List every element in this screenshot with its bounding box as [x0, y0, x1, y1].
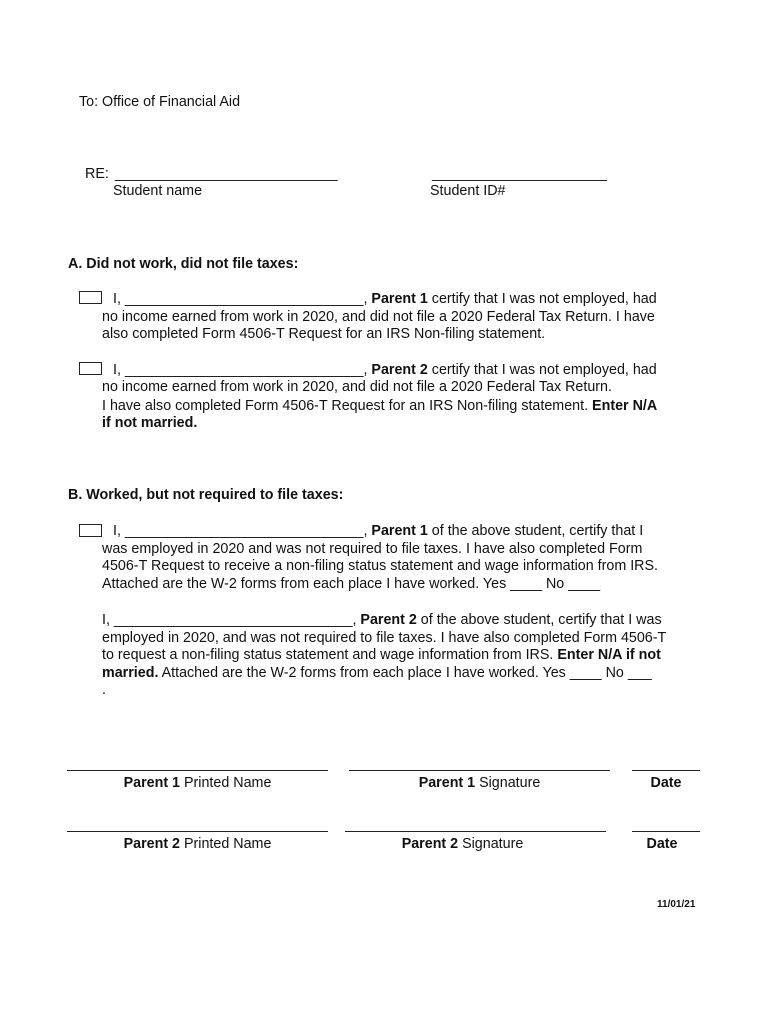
section-b-parent2-line5: . — [102, 682, 106, 698]
parent1-signature-line[interactable] — [349, 770, 610, 771]
section-a-heading: A. Did not work, did not file taxes: — [68, 256, 299, 272]
section-b-parent2-line1: I, ______________________________, Parent 2 of the above student, certify that I was — [102, 612, 662, 628]
revision-date: 11/01/21 — [657, 899, 696, 910]
parent1-signature-label: Parent 1 Signature — [418, 775, 541, 791]
section-b-parent2-line2: employed in 2020, and was not required to file taxes. I have also completed Form 4506-T — [102, 630, 667, 646]
section-a-parent2-line3: I have also completed Form 4506-T Request for an IRS Non-filing statement. Enter N/A — [102, 398, 658, 414]
section-b-parent1-line1: I, ______________________________, Parent 1 of the above student, certify that I — [113, 523, 644, 539]
section-a-parent1-line2: no income earned from work in 2020, and did not file a 2020 Federal Tax Return. I have — [102, 309, 655, 325]
student-name-field[interactable]: ____________________________ — [115, 166, 338, 182]
re-label: RE: — [85, 166, 109, 182]
parent2-date-label: Date — [646, 836, 678, 852]
section-a-parent2-line2: no income earned from work in 2020, and did not file a 2020 Federal Tax Return. — [102, 379, 612, 395]
recipient-line: To: Office of Financial Aid — [79, 94, 241, 110]
section-a-parent1-line3: also completed Form 4506-T Request for an IRS Non-filing statement. — [102, 326, 546, 342]
section-b-parent1-line4: Attached are the W-2 forms from each place I have worked. Yes ____ No ____ — [102, 576, 601, 592]
section-b-parent2-line3: to request a non-filing status statement and wage information from IRS. Enter N/A if not — [102, 647, 661, 663]
section-a-parent1-line1: I, ______________________________, Parent 1 certify that I was not employed, had — [113, 291, 657, 307]
parent1-printed-name-label: Parent 1 Printed Name — [123, 775, 272, 791]
parent1-date-line[interactable] — [632, 770, 700, 771]
section-b-parent1-line3: 4506-T Request to receive a non-filing status statement and wage information from IRS. — [102, 558, 659, 574]
section-b-parent2-line4: married. Attached are the W-2 forms from each place I have worked. Yes ____ No ___ — [102, 665, 652, 681]
parent2-printed-name-line[interactable] — [67, 831, 328, 832]
section-a-parent2-line1: I, ______________________________, Parent 2 certify that I was not employed, had — [113, 362, 657, 378]
checkbox-a-parent2[interactable] — [79, 362, 102, 375]
parent2-signature-line[interactable] — [345, 831, 606, 832]
parent2-date-line[interactable] — [632, 831, 700, 832]
parent2-printed-name-label: Parent 2 Printed Name — [123, 836, 272, 852]
section-b-parent1-line2: was employed in 2020 and was not required to file taxes. I have also completed Form — [102, 541, 643, 557]
student-name-label: Student name — [113, 183, 203, 199]
parent1-date-label: Date — [650, 775, 682, 791]
parent2-signature-label: Parent 2 Signature — [401, 836, 524, 852]
student-id-label: Student ID# — [430, 183, 506, 199]
section-b-heading: B. Worked, but not required to file taxes: — [68, 487, 344, 503]
section-a-parent2-line4: if not married. — [102, 415, 198, 431]
parent1-printed-name-line[interactable] — [67, 770, 328, 771]
checkbox-a-parent1[interactable] — [79, 291, 102, 304]
checkbox-b-parent1[interactable] — [79, 524, 102, 537]
student-id-field[interactable]: ______________________ — [432, 166, 607, 182]
